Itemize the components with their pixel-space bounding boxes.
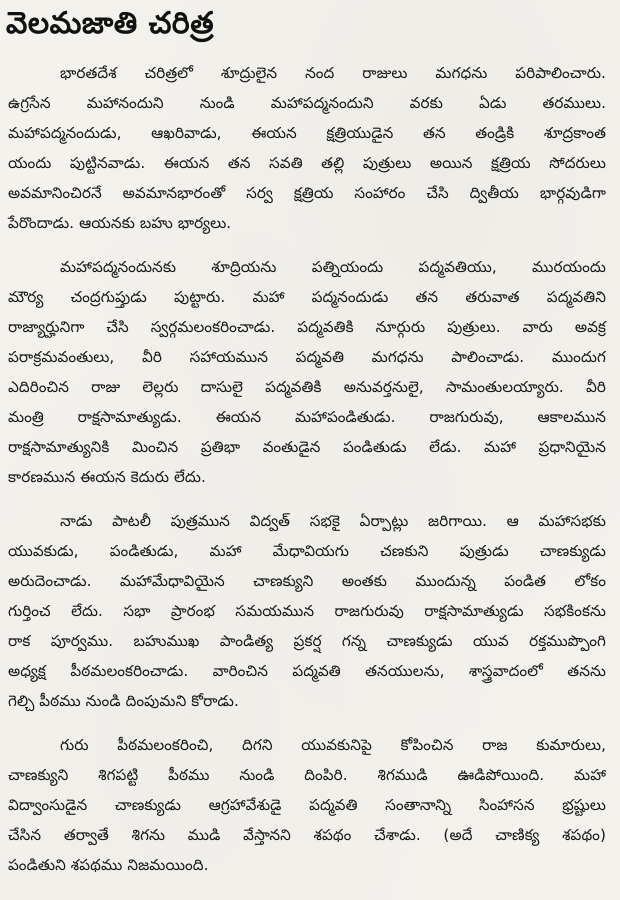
text-line: భారతదేశ చరిత్రలో శూద్రులైన నంద రాజులు మగధను పరిపాలించారు. <box>60 64 606 82</box>
page-title: వెలమజాతి చరిత్ర <box>6 6 215 41</box>
text-line: మౌర్య చంద్రగుప్తుడు పుట్టారు. మహా పద్మనందుడు తన తరువాత పద్మవతిని <box>8 288 606 306</box>
text-line: అధ్యక్ష పీఠమలంకరించాడు. వారించిన పద్మవతి తనయులను, శాస్త్రవాదంలో తనను <box>8 662 606 680</box>
text-line: పండితుని శపథము నిజమయింది. <box>8 856 209 874</box>
text-line: చేసిన తర్వాతే శిగను ముడి వేస్తానని శపథం చేశాడు. (అదే చాణిక్య శపథం) <box>8 826 606 844</box>
text-line: మంత్రి రాక్షసామాత్యుడు. ఈయన మహాపండితుడు. రాజగురువు, ఆకాలమున <box>8 408 606 426</box>
paragraph <box>0 730 620 880</box>
text-line: ఎదిరించిన రాజు లెల్లరు దాసులై పద్మవతికి అనువర్తనులై, సామంతులయ్యారు. వీరి <box>8 378 606 396</box>
text-line: రాక్షసామాత్యునికి మించిన ప్రతిభా వంతుడైన పండితుడు లేడు. మహా ప్రధానియైన <box>8 438 606 456</box>
text-line: రాజ్యార్హునిగా చేసి స్వర్గమలంకరించాడు. పద్మవతికి నూర్గురు పుత్రులు. వారు అవక్ర <box>8 318 606 336</box>
text-line: అవమానించిరనే అవమానభారంతో సర్వ క్షత్రియ సంహారం చేసి ద్వితీయ భార్గవుడిగా <box>8 184 606 202</box>
text-line: యువకుడు, పండితుడు, మహా మేధావియగు చణకుని పుత్రుడు చాణక్యుడు <box>8 542 606 560</box>
text-line: మహాపద్మనందునకు శూద్రియను పత్నియందు పద్మవతియు, మురయందు <box>60 258 606 276</box>
text-line: చాణక్యుని శిగపట్టి పీఠము నుండి దింపిరి. శిగముడి ఊడిపోయింది. మహా <box>8 766 606 784</box>
paragraph <box>0 58 620 238</box>
text-line: పరాక్రమవంతులు, వీరి సహాయమున పద్మవతి మగధను పాలించాడు. ముందుగ <box>8 348 606 366</box>
text-line: రాక పూర్వము. బహుముఖ పాండిత్య ప్రకర్ష గన్న చాణక్యుడు యువ రక్తముప్పొంగి <box>8 632 606 650</box>
text-line: గెల్చి పీఠము నుండి దింపుమని కోరాడు. <box>8 692 239 710</box>
text-line: విద్వాంసుడైన చాణక్యుడు ఆగ్రహావేశుడై పద్మవతి సంతానాన్ని సింహాసన భ్రష్టులు <box>8 796 606 814</box>
text-line: యందు పుట్టినవాడు. ఈయన తన సవతి తల్లి పుత్రులు అయిన క్షత్రియ సోదరులు <box>8 154 606 172</box>
text-line: గుర్తించ లేదు. సభా ప్రారంభ సమయమున రాజగురువు రాక్షసామాత్యుడు సభకింకను <box>8 602 606 620</box>
text-line: కారణమున ఈయన కెదురు లేదు. <box>8 468 206 486</box>
body-text <box>0 58 620 894</box>
text-line: అరుదెంచాడు. మహామేధావియైన చాణక్యుని అంతకు ముందున్న పండిత లోకం <box>8 572 606 590</box>
text-line: గురు పీఠమలంకరించి, దిగని యువకునిపై కోపించిన రాజ కుమారులు, <box>60 736 606 754</box>
text-line: పేరొందాడు. ఆయనకు బహు భార్యలు. <box>8 214 232 232</box>
paragraph <box>0 506 620 716</box>
paragraph <box>0 252 620 492</box>
text-line: మహాపద్మనందుడు, ఆఖరివాడు, ఈయన క్షత్రియుడైన తన తండ్రికి శూద్రకాంత <box>8 124 606 142</box>
text-line: నాడు పాటలీ పుత్రమున విద్వత్ సభకై ఏర్పాట్లు జరిగాయి. ఆ మహాసభకు <box>60 512 606 530</box>
text-line: ఉగ్రసేన మహానందుని నుండి మహాపద్మనందుని వరకు ఏడు తరములు. <box>8 94 606 112</box>
